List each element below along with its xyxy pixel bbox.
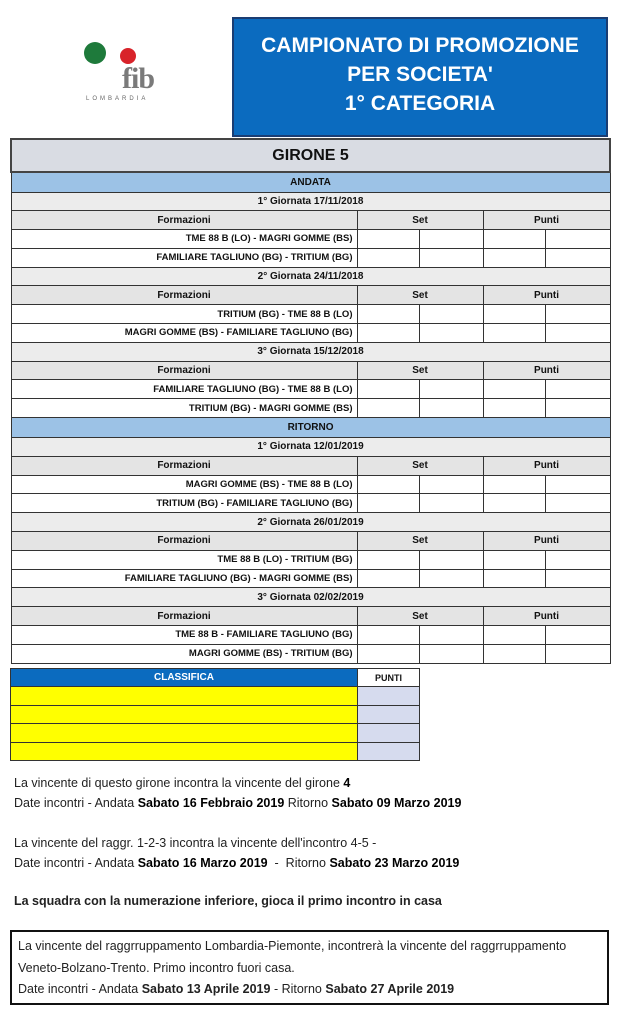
banner-line-2: PER SOCIETA' — [347, 63, 493, 86]
standing-points-cell[interactable] — [358, 742, 420, 760]
punti-cell[interactable] — [545, 475, 610, 494]
giornata-title: 3° Giornata 15/12/2018 — [11, 342, 610, 361]
set-cell[interactable] — [419, 644, 483, 663]
set-cell[interactable] — [357, 644, 419, 663]
col-set: Set — [357, 361, 483, 380]
match-teams: TRITIUM (BG) - FAMILIARE TAGLIUNO (BG) — [11, 494, 357, 513]
punti-cell[interactable] — [483, 626, 545, 645]
logo-region: LOMBARDIA — [86, 96, 149, 102]
standing-points-cell[interactable] — [358, 705, 420, 723]
match-row — [11, 644, 610, 663]
col-formazioni: Formazioni — [11, 607, 357, 626]
match-row — [11, 569, 610, 588]
note-girone — [14, 773, 461, 813]
match-row — [11, 475, 610, 494]
match-teams: MAGRI GOMME (BS) - FAMILIARE TAGLIUNO (BG) — [11, 324, 357, 343]
match-row — [11, 626, 610, 645]
note-text: Ritorno — [284, 796, 332, 810]
col-punti: Punti — [483, 286, 610, 305]
punti-cell[interactable] — [483, 380, 545, 399]
giornata-title: 1° Giornata 17/11/2018 — [11, 192, 610, 211]
note-text: Date incontri - Andata — [14, 856, 138, 870]
note-date: Sabato 23 Marzo 2019 — [329, 856, 460, 870]
note-date: Sabato 16 Febbraio 2019 — [137, 796, 285, 810]
match-teams: TRITIUM (BG) - TME 88 B (LO) — [11, 305, 357, 324]
set-cell[interactable] — [357, 569, 419, 588]
giornata-title: 1° Giornata 12/01/2019 — [11, 438, 610, 457]
giornata-title: 2° Giornata 26/01/2019 — [11, 513, 610, 532]
set-cell[interactable] — [357, 399, 419, 418]
col-set: Set — [357, 211, 483, 230]
banner-line-3: 1° CATEGORIA — [344, 92, 496, 115]
note-bold: 4 — [343, 776, 351, 790]
punti-cell[interactable] — [483, 644, 545, 663]
punti-cell[interactable] — [545, 324, 610, 343]
col-formazioni: Formazioni — [11, 211, 357, 230]
match-teams: TME 88 B (LO) - TRITIUM (BG) — [11, 550, 357, 569]
note-text: - Ritorno — [270, 982, 326, 996]
col-formazioni: Formazioni — [11, 286, 357, 305]
classifica-header: CLASSIFICA — [11, 669, 358, 687]
match-row — [11, 494, 610, 513]
set-cell[interactable] — [419, 569, 483, 588]
match-row — [11, 380, 610, 399]
set-cell[interactable] — [357, 550, 419, 569]
set-cell[interactable] — [357, 248, 419, 267]
note-home-rule: La squadra con la numerazione inferiore, gioca il primo incontro in casa — [14, 894, 442, 908]
set-cell[interactable] — [419, 626, 483, 645]
set-cell[interactable] — [357, 324, 419, 343]
set-cell[interactable] — [419, 380, 483, 399]
note-box-interregional — [10, 930, 609, 1005]
note-text: La vincente di questo girone incontra la vincente del girone — [14, 776, 344, 790]
giornata-title: 3° Giornata 02/02/2019 — [11, 588, 610, 607]
col-set: Set — [357, 532, 483, 551]
punti-cell[interactable] — [545, 569, 610, 588]
punti-cell[interactable] — [545, 248, 610, 267]
match-row — [11, 305, 610, 324]
note-text: Date incontri - Andata — [18, 982, 142, 996]
fib-logo — [78, 40, 168, 106]
match-teams: MAGRI GOMME (BS) - TME 88 B (LO) — [11, 475, 357, 494]
note-text: La vincente del raggrruppamento Lombardia-Piemonte, incontrerà la vincente del raggrruppamento Veneto-Bolzano-Trento. Primo incontro fuori casa. — [18, 939, 567, 975]
col-punti: Punti — [483, 607, 610, 626]
punti-cell[interactable] — [483, 324, 545, 343]
col-formazioni: Formazioni — [11, 456, 357, 475]
punti-cell[interactable] — [545, 644, 610, 663]
col-formazioni: Formazioni — [11, 361, 357, 380]
note-text: - Ritorno — [267, 856, 330, 870]
giornata-title: 2° Giornata 24/11/2018 — [11, 267, 610, 286]
match-row — [11, 550, 610, 569]
punti-cell[interactable] — [545, 305, 610, 324]
match-row — [11, 248, 610, 267]
note-date: Sabato 16 Marzo 2019 — [137, 856, 268, 870]
match-teams: TME 88 B - FAMILIARE TAGLIUNO (BG) — [11, 626, 357, 645]
match-row — [11, 399, 610, 418]
col-punti: Punti — [483, 532, 610, 551]
set-cell[interactable] — [419, 494, 483, 513]
match-row — [11, 324, 610, 343]
punti-cell[interactable] — [545, 550, 610, 569]
punti-cell[interactable] — [483, 550, 545, 569]
standing-cell[interactable] — [11, 705, 358, 723]
standing-points-cell[interactable] — [358, 724, 420, 742]
punti-cell[interactable] — [483, 305, 545, 324]
punti-cell[interactable] — [545, 494, 610, 513]
match-teams: TME 88 B (LO) - MAGRI GOMME (BS) — [11, 230, 357, 249]
punti-cell[interactable] — [545, 626, 610, 645]
match-row — [11, 230, 610, 249]
col-set: Set — [357, 286, 483, 305]
punti-header: PUNTI — [358, 669, 420, 687]
punti-cell[interactable] — [545, 380, 610, 399]
set-cell[interactable] — [419, 248, 483, 267]
match-teams: FAMILIARE TAGLIUNO (BG) - TME 88 B (LO) — [11, 380, 357, 399]
set-cell[interactable] — [419, 399, 483, 418]
punti-cell[interactable] — [545, 399, 610, 418]
set-cell[interactable] — [419, 230, 483, 249]
note-date: Sabato 13 Aprile 2019 — [141, 982, 271, 996]
green-dot-icon — [84, 42, 106, 64]
phase-andata: ANDATA — [11, 172, 610, 192]
match-teams: FAMILIARE TAGLIUNO (BG) - MAGRI GOMME (BS) — [11, 569, 357, 588]
punti-cell[interactable] — [483, 399, 545, 418]
standing-points-cell[interactable] — [358, 687, 420, 705]
standing-cell[interactable] — [11, 724, 358, 742]
punti-cell[interactable] — [483, 569, 545, 588]
match-teams: TRITIUM (BG) - MAGRI GOMME (BS) — [11, 399, 357, 418]
logo-wordmark: fib — [122, 62, 155, 95]
girone-title: GIRONE 5 — [11, 139, 610, 172]
set-cell[interactable] — [419, 305, 483, 324]
standing-cell[interactable] — [11, 742, 358, 760]
col-formazioni: Formazioni — [11, 532, 357, 551]
set-cell[interactable] — [357, 230, 419, 249]
title-banner — [232, 17, 608, 137]
set-cell[interactable] — [357, 380, 419, 399]
punti-cell[interactable] — [483, 230, 545, 249]
col-set: Set — [357, 456, 483, 475]
match-teams: MAGRI GOMME (BS) - TRITIUM (BG) — [11, 644, 357, 663]
set-cell[interactable] — [419, 475, 483, 494]
set-cell[interactable] — [357, 626, 419, 645]
note-date: Sabato 27 Aprile 2019 — [325, 982, 455, 996]
classifica-table — [10, 668, 420, 761]
schedule-table — [10, 138, 611, 664]
set-cell[interactable] — [419, 324, 483, 343]
note-text: Date incontri - Andata — [14, 796, 138, 810]
standing-cell[interactable] — [11, 687, 358, 705]
punti-cell[interactable] — [483, 494, 545, 513]
set-cell[interactable] — [357, 494, 419, 513]
note-text: La vincente del raggr. 1-2-3 incontra la vincente dell'incontro 4-5 - — [14, 836, 377, 850]
phase-ritorno: RITORNO — [11, 418, 610, 438]
set-cell[interactable] — [357, 475, 419, 494]
banner-line-1: CAMPIONATO DI PROMOZIONE — [261, 34, 579, 57]
col-punti: Punti — [483, 211, 610, 230]
note-raggruppamento — [14, 833, 459, 873]
punti-cell[interactable] — [483, 248, 545, 267]
col-punti: Punti — [483, 361, 610, 380]
punti-cell[interactable] — [483, 475, 545, 494]
note-date: Sabato 09 Marzo 2019 — [331, 796, 462, 810]
match-teams: FAMILIARE TAGLIUNO (BG) - TRITIUM (BG) — [11, 248, 357, 267]
col-set: Set — [357, 607, 483, 626]
set-cell[interactable] — [419, 550, 483, 569]
punti-cell[interactable] — [545, 230, 610, 249]
set-cell[interactable] — [357, 305, 419, 324]
col-punti: Punti — [483, 456, 610, 475]
